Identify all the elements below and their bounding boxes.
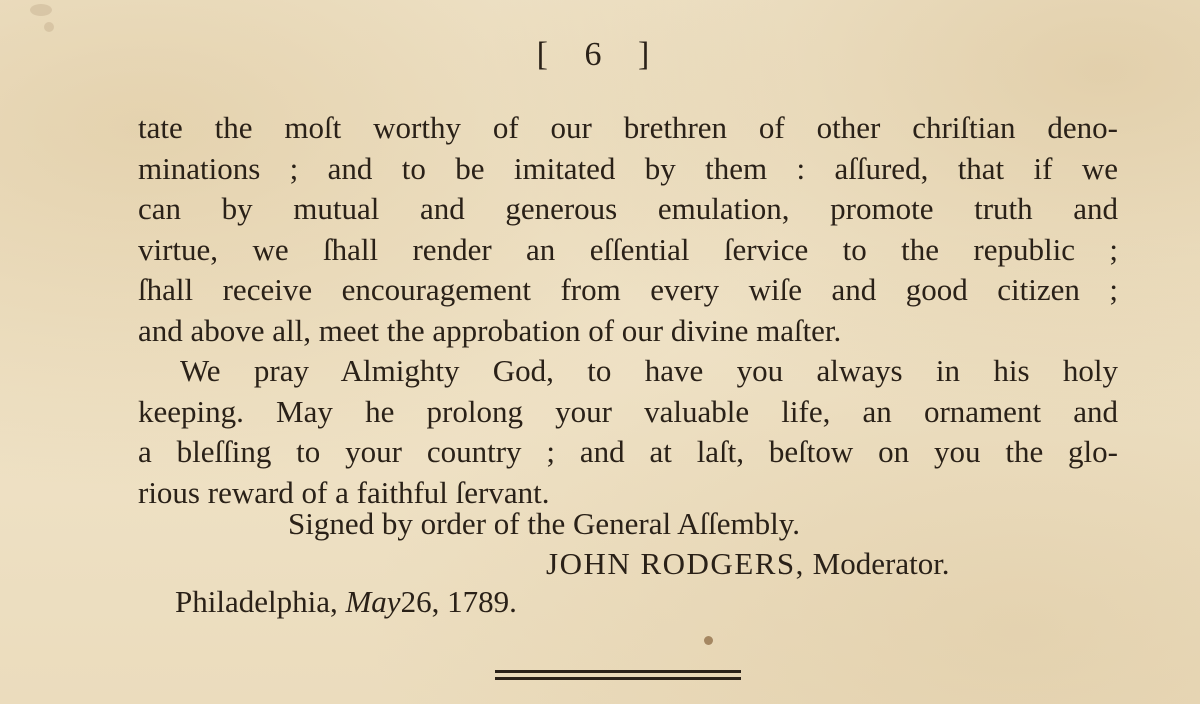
signature-line — [546, 546, 950, 582]
text-line: keeping. May he prolong your valuable life, an ornament and — [138, 393, 1118, 429]
text-line: virtue, we ſhall render an eſſential ſervice to the republic ; — [138, 231, 1118, 267]
text-line: and above all, meet the approbation of our divine maſter. — [138, 312, 842, 348]
text-line: We pray Almighty God, to have you always in his holy — [180, 353, 1118, 388]
ink-spot — [704, 636, 713, 645]
year: 1789. — [447, 584, 517, 619]
signed-by-line: Signed by order of the General Aſſembly. — [288, 506, 800, 541]
ink-smudge — [30, 4, 52, 16]
text-line: can by mutual and generous emulation, promote truth and — [138, 191, 1118, 226]
ink-smudge — [44, 22, 54, 32]
body-text — [138, 108, 1118, 513]
month: May — [345, 584, 401, 619]
ornamental-rule — [495, 677, 741, 680]
text-line: minations ; and to be imitated by them : aſſured, that if we — [138, 150, 1118, 186]
page-number: [ 6 ] — [536, 36, 664, 73]
dateline — [175, 584, 517, 620]
ornamental-rule — [495, 670, 741, 673]
signer-title: Moderator. — [812, 546, 950, 581]
day: 26, — [400, 584, 440, 619]
place: Philadelphia, — [175, 584, 338, 619]
text-line: tate the moſt worthy of our brethren of other chriſtian deno- — [138, 110, 1118, 145]
text-line: ſhall receive encouragement from every wiſe and good citizen ; — [138, 272, 1118, 307]
text-line: a bleſſing to your country ; and at laſt, beſtow on you the glo- — [138, 434, 1118, 469]
signer-name: JOHN RODGERS, — [546, 546, 805, 581]
text-line: rious reward of a faithful ſervant. — [138, 474, 550, 510]
